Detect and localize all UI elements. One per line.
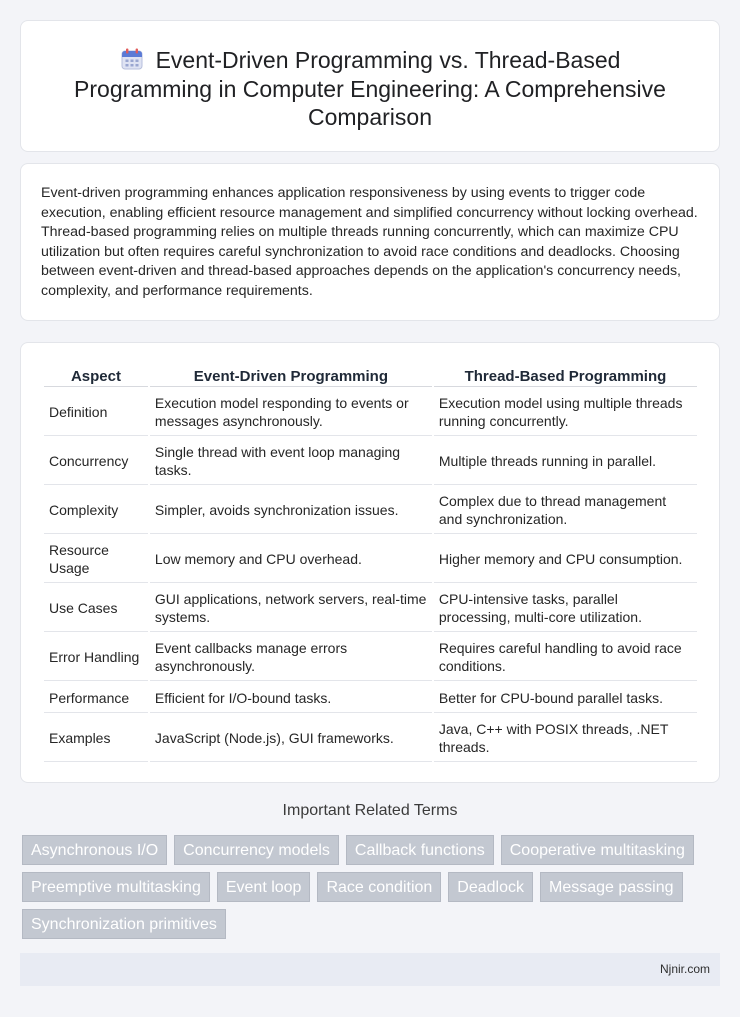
- thread-based-cell: CPU-intensive tasks, parallel processing, multi-core utilization.: [434, 585, 697, 632]
- table-header-row: [44, 365, 697, 387]
- thread-based-cell: Better for CPU-bound parallel tasks.: [434, 683, 697, 713]
- event-driven-cell: Execution model responding to events or messages asynchronously.: [150, 389, 432, 436]
- page-title: [21, 21, 719, 132]
- event-driven-cell: Simpler, avoids synchronization issues.: [150, 487, 432, 534]
- table-row: [44, 487, 697, 534]
- intro-card: [20, 163, 720, 321]
- aspect-cell: Error Handling: [44, 634, 148, 681]
- comparison-table: [42, 363, 699, 764]
- event-driven-cell: JavaScript (Node.js), GUI frameworks.: [150, 715, 432, 762]
- thread-based-cell: Complex due to thread management and synchronization.: [434, 487, 697, 534]
- table-row: [44, 438, 697, 485]
- event-driven-cell: Event callbacks manage errors asynchronously.: [150, 634, 432, 681]
- footer: [20, 953, 720, 986]
- header-event-driven: Event-Driven Programming: [150, 365, 432, 387]
- header-aspect: Aspect: [44, 365, 148, 387]
- aspect-cell: Concurrency: [44, 438, 148, 485]
- aspect-cell: Use Cases: [44, 585, 148, 632]
- aspect-cell: Examples: [44, 715, 148, 762]
- related-term-tag[interactable]: Deadlock: [448, 872, 533, 902]
- table-row: [44, 585, 697, 632]
- aspect-cell: Complexity: [44, 487, 148, 534]
- related-term-tag[interactable]: Callback functions: [346, 835, 494, 865]
- header-thread-based: Thread-Based Programming: [434, 365, 697, 387]
- thread-based-cell: Higher memory and CPU consumption.: [434, 536, 697, 583]
- related-term-tag[interactable]: Cooperative multitasking: [501, 835, 694, 865]
- related-term-tag[interactable]: Event loop: [217, 872, 311, 902]
- event-driven-cell: Low memory and CPU overhead.: [150, 536, 432, 583]
- aspect-cell: Resource Usage: [44, 536, 148, 583]
- page-title-text: Event-Driven Programming vs. Thread-Based Programming in Computer Engineering: A Comprehensive Comparison: [74, 47, 666, 130]
- related-term-tag[interactable]: Message passing: [540, 872, 683, 902]
- aspect-cell: Definition: [44, 389, 148, 436]
- event-driven-cell: Single thread with event loop managing tasks.: [150, 438, 432, 485]
- footer-brand[interactable]: Njnir.com: [659, 962, 710, 976]
- thread-based-cell: Multiple threads running in parallel.: [434, 438, 697, 485]
- event-driven-cell: GUI applications, network servers, real-time systems.: [150, 585, 432, 632]
- comparison-card: [20, 342, 720, 783]
- table-row: [44, 715, 697, 762]
- related-term-tag[interactable]: Synchronization primitives: [22, 909, 226, 939]
- intro-paragraph: Event-driven programming enhances application responsiveness by using events to trigger code execution, enabling efficient resource management and simplified concurrency without locking overhead. Thread-based programming relies on multiple threads running concurrently, which can maximize CPU utilization but often requires careful synchronization to avoid race conditions and deadlocks. Choosing between event-driven and thread-based approaches depends on the application's concurrency needs, complexity, and performance requirements.: [41, 185, 698, 299]
- thread-based-cell: Execution model using multiple threads running concurrently.: [434, 389, 697, 436]
- related-term-tag[interactable]: Asynchronous I/O: [22, 835, 167, 865]
- related-term-tag[interactable]: Concurrency models: [174, 835, 339, 865]
- aspect-cell: Performance: [44, 683, 148, 713]
- related-term-tag[interactable]: Race condition: [317, 872, 441, 902]
- table-row: [44, 683, 697, 713]
- thread-based-cell: Requires careful handling to avoid race conditions.: [434, 634, 697, 681]
- related-terms-list: [22, 835, 722, 939]
- calendar-icon: [120, 47, 144, 71]
- related-terms-heading: Important Related Terms: [282, 802, 458, 819]
- related-term-tag[interactable]: Preemptive multitasking: [22, 872, 210, 902]
- title-card: [20, 20, 720, 152]
- table-row: [44, 389, 697, 436]
- thread-based-cell: Java, C++ with POSIX threads, .NET threads.: [434, 715, 697, 762]
- table-row: [44, 536, 697, 583]
- table-row: [44, 634, 697, 681]
- event-driven-cell: Efficient for I/O-bound tasks.: [150, 683, 432, 713]
